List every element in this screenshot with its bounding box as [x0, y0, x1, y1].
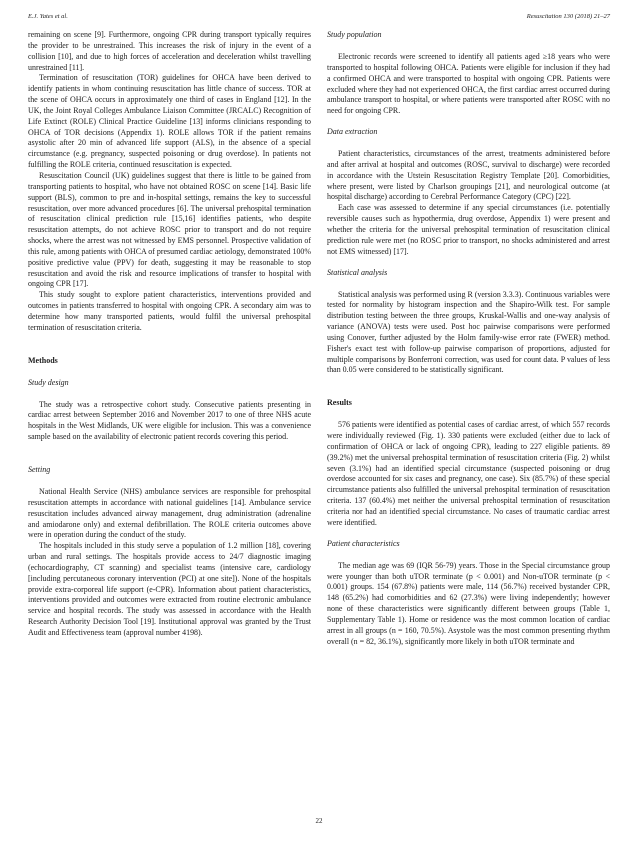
left-paragraph: Termination of resuscitation (TOR) guidelines for OHCA have been derived to identify patients in whom continuing resuscitation has little chance of success. TOR at the scene of OHCA occurs in approximately one third of cases in England [12]. In the UK, the Joint Royal Colleges Ambulance Liaison Committee (JRCALC) Recognition of Life Extinct (ROLE) Clinical Practice Guideline [13] informs clinicians responding to OHCA of TOR decisions (Appendix 1). ROLE allows TOR if the patient remains asystolic after 20 min of advanced life support (ALS), in the absence of a special circumstance (e.g. pregnancy, suspected poisoning or drug overdose). In patients not fulfilling the ROLE criteria, continued resuscitation is expected. — [28, 73, 311, 170]
spacer — [327, 277, 610, 290]
subsection-heading: Study design — [28, 377, 69, 387]
running-head-journal: Resuscitation 130 (2018) 21–27 — [526, 13, 610, 20]
right-paragraph: Electronic records were screened to identify all patients aged ≥18 years who were transported to hospital following OHCA. Patients were eligible for inclusion if they had a confirmed OHCA and were transported to hospital with ongoing CPR. Patients were excluded where they had not experienced OHCA, the first cardiac arrest occurred during ambulance transport to hospital, or where patients were transported after ROSC with no need for ongoing CPR. — [327, 52, 610, 116]
spacer — [327, 39, 610, 52]
left-paragraph: The study was a retrospective cohort study. Consecutive patients presenting in cardiac arrest between September 2016 and November 2017 to one of three NHS acute hospitals in the West Midlands, UK were eligible for inclusion. This was a convenience sample based on the availability of electronic patient records covering this period. — [28, 399, 311, 442]
right-paragraph: Statistical analysis was performed using R (version 3.3.3). Continuous variables were tested for normality by histogram inspection and the Shapiro-Wilk test. For sample distribution testing between the three groups, Kruskal-Wallis and one-way analysis of variance (ANOVA) tests were used. Post hoc pairwise comparisons were performed using Conover, further adjusted by the Holm family-wise error rate (FWER) method. Fisher's exact test with follow-up pairwise comparison of proportions, adjusted for multiple comparisons by Bonferroni correction, was used for count data. P values of less than 0.05 were considered to be statistically significant. — [327, 289, 610, 375]
spacer — [327, 117, 610, 127]
left-paragraph: Resuscitation Council (UK) guidelines suggest that there is little to be gained from transporting patients to hospital, who have not obtained ROSC on scene [14]. Basic life support (BLS), common to pre and in-hospital settings, remains the key to successful resuscitation, over more advanced procedures [6]. The universal prehospital termination of resuscitation clinical prediction rule [15,16] identifies patients, who despite resuscitation attempts, do not achieve ROSC prior to transport and do not require shocks, where the arrest was not witnessed by EMS personnel. Prospective validation of this rule, among patients with OHCA of presumed cardiac aetiology, demonstrated 100% positive predictive value (PPV) for death, suggesting it may be reasonable to stop resuscitation and avoid the risk and resource implications of transfer to hospital with ongoing CPR [17]. — [28, 170, 311, 289]
subsection-heading: Patient characteristics — [327, 538, 400, 548]
subsection-heading: Study population — [327, 30, 382, 39]
right-paragraph: Each case was assessed to determine if any special circumstances (i.e. potentially reversible causes such as hypothermia, drug overdose, Appendix 1) were present and whether the criteria for the universal prehospital termination of resuscitation clinical prediction rule were met (no ROSC prior to transport, no shocks administered and arrest not EMS witnessed) [17]. — [327, 203, 610, 256]
spacer — [327, 529, 610, 539]
running-head-authors: E.J. Yates et al. — [28, 13, 68, 20]
spacer — [28, 365, 311, 378]
spacer — [28, 443, 311, 465]
running-head — [28, 13, 610, 20]
subsection-heading: Setting — [28, 465, 51, 474]
left-column — [28, 30, 311, 639]
right-paragraph: Patient characteristics, circumstances of the arrest, treatments administered before and after arrival at hospital and outcomes (ROSC, survival to discharge) were recorded in accordance with the Utstein Resuscitation Registry Template [20]. Comorbidities, where present, were listed by Charlson groupings [21], and neurological outcome (at hospital discharge) according to Cerebral Performance Category (CPC) [22]. — [327, 149, 610, 202]
spacer — [28, 334, 311, 356]
right-paragraph: The median age was 69 (IQR 56-79) years. Those in the Special circumstance group were younger than both uTOR terminate (p < 0.001) and Non-uTOR terminate (p < 0.001) groups. 154 (67.8%) patients were male, 114 (56.7%) received bystander CPR, 148 (65.2%) had comorbidities and 62 (27.3%) were living independently; however none of these characteristics were significantly different between groups (Table 1, Supplementary Table 1). Home or residence was the most common location of cardiac arrest in all groups (n = 160, 70.5%). Asystole was the most common presenting rhythm overall (n = 82, 36.1%), significantly more likely in both uTOR terminate and — [327, 560, 610, 646]
left-paragraph: remaining on scene [9]. Furthermore, ongoing CPR during transport typically requires the provider to be unrestrained. This increases the risk of injury in the event of a collision [10], and due to high forces of acceleration and deceleration whilst travelling unrestrained [11]. — [28, 30, 311, 72]
left-paragraph: This study sought to explore patient characteristics, interventions provided and outcomes in patients transferred to hospital with ongoing CPR. A secondary aim was to determine how many transported patients, would fulfil the universal prehospital termination of resuscitation criteria. — [28, 290, 311, 332]
left-paragraph: National Health Service (NHS) ambulance services are responsible for prehospital resuscitation attempts in accordance with national guidelines [14]. Ambulance service resuscitation includes advanced airway management, drug administration (adrenaline and amiodarone only) and external defibrillation. The ROLE criteria outcomes above were in operation during the conduct of the study. — [28, 487, 311, 540]
spacer — [327, 548, 610, 561]
spacer — [327, 136, 610, 149]
right-paragraph: 576 patients were identified as potential cases of cardiac arrest, of which 557 records were individually reviewed (Fig. 1). 330 patients were excluded (either due to lack of confirmation of OHCA or lack of ongoing CPR), leading to 227 eligible patients. 89 (39.2%) met the universal prehospital termination of resuscitation criteria (Fig. 2) whilst seven (3.1%) had an identified special circumstance (suspected poisoning or drug overdose accounted for six cases and pregnancy, one case). Six (85.7%) of these special circumstance patients also fulfilled the universal prehospital termination of resuscitation criteria. 137 (60.4%) met neither the universal prehospital termination of resuscitation criteria nor had an identified special circumstance. No cases of traumatic cardiac arrest were identified. — [327, 420, 610, 527]
subsection-heading: Data extraction — [327, 127, 378, 137]
spacer — [327, 407, 610, 420]
spacer — [327, 376, 610, 398]
section-heading: Methods — [28, 355, 58, 365]
page-number: 22 — [315, 817, 323, 825]
left-paragraph: The hospitals included in this study serve a population of 1.2 million [18], covering urban and rural settings. The hospitals provide access to 24/7 diagnostic imaging (echocardiography, CT scanning) and specialist teams (intensive care, cardiology [including percutaneous coronary intervention (PCI) at one site]). None of the hospitals provide extra-corporeal life support (e-CPR). Information about patient characteristics, interventions provided and outcomes were extracted from routine electronic ambulance service and hospital records. The study was assessed in accordance with the Health Research Authority Decision Tool [19]. Institutional approval was granted by the Trust Audit and Effectiveness team (approval number 4198). — [28, 541, 311, 637]
section-heading: Results — [327, 398, 352, 408]
spacer — [28, 474, 311, 487]
right-column — [327, 30, 610, 647]
spacer — [28, 387, 311, 400]
spacer — [327, 258, 610, 268]
subsection-heading: Statistical analysis — [327, 267, 388, 277]
